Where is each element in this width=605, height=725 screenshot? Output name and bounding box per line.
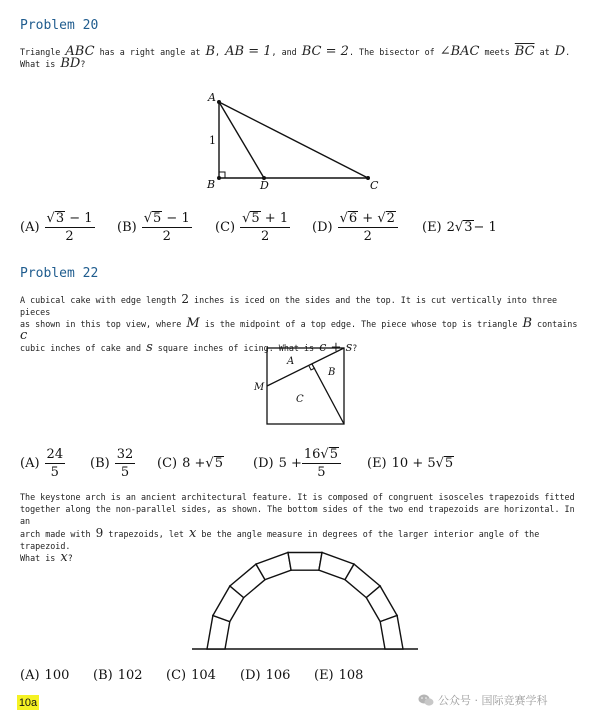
- fraction: √ 6 + √ 2 2: [338, 211, 398, 244]
- label-c: C: [370, 179, 379, 192]
- text-run: Triangle: [20, 47, 61, 57]
- fraction: [115, 447, 136, 480]
- choice-value: 100: [44, 667, 70, 683]
- problem-20-choices: [20, 212, 580, 242]
- problem-22-choices: [20, 448, 580, 478]
- problem-20-heading: Problem 20: [20, 18, 99, 33]
- fraction: √ 3 − 1 2: [46, 210, 93, 244]
- expr-pre: 10 + 5: [391, 455, 436, 471]
- label-side-1: 1: [209, 134, 216, 147]
- expr-post: − 1: [473, 219, 497, 235]
- math-b: B: [205, 44, 216, 59]
- choice-e[interactable]: (E) 2 √ 3 − 1: [422, 219, 497, 235]
- denominator: 2: [260, 228, 270, 244]
- problem-20-text: [20, 46, 580, 70]
- choice-d[interactable]: [240, 660, 290, 690]
- text-run: be the angle measure in degrees of the larger interior angle of the trapezoid.: [20, 529, 540, 551]
- choice-c[interactable]: [215, 212, 290, 242]
- choice-label: (E): [367, 455, 387, 471]
- text-run: arch made with: [20, 529, 91, 539]
- math-bc-eq: BC = 2: [301, 44, 349, 59]
- numerator-rest: − 1: [162, 210, 190, 226]
- choice-label: (C): [166, 667, 187, 683]
- choice-d[interactable]: [312, 212, 398, 242]
- numerator: 32: [116, 446, 134, 462]
- wechat-icon: [418, 693, 434, 707]
- cake-figure: [250, 344, 350, 426]
- point-a: [217, 100, 221, 104]
- text-run: ,: [215, 47, 221, 57]
- text-run: . The bisector of: [348, 47, 435, 57]
- radicand: 5: [153, 210, 162, 226]
- math-x: x: [189, 526, 197, 541]
- numerator-op: +: [358, 210, 378, 226]
- radicand: 2: [386, 210, 395, 226]
- radicand: 5: [444, 455, 454, 471]
- arch-figure: [190, 550, 420, 655]
- label-c: C: [296, 394, 304, 405]
- text-run: ?: [352, 343, 358, 353]
- label-a: A: [208, 91, 216, 104]
- text-run: at: [539, 47, 550, 57]
- triangle-figure: [200, 88, 390, 193]
- choice-a[interactable]: [20, 212, 95, 242]
- text-run: as shown in this top view, where: [20, 319, 182, 329]
- math-two: 2: [181, 292, 189, 306]
- math-d: D: [554, 44, 566, 59]
- denominator: 2: [363, 228, 372, 244]
- math-ab-eq: AB = 1: [225, 44, 272, 59]
- arch-trapezoid: [288, 553, 322, 571]
- fraction: √ 5 − 1 2: [143, 210, 190, 244]
- numerator-rest: − 1: [65, 210, 93, 226]
- denominator: 2: [162, 228, 171, 244]
- choice-label: (E): [422, 219, 442, 235]
- choice-label: (B): [93, 667, 113, 683]
- choice-d[interactable]: [253, 448, 341, 478]
- choice-c[interactable]: (C) 8 + √ 5: [157, 455, 223, 471]
- text-run: trapezoids, let: [108, 529, 184, 539]
- choice-label: (C): [215, 219, 236, 235]
- math-x: x: [60, 550, 68, 565]
- point-b: [217, 176, 221, 180]
- text-run: meets: [484, 47, 510, 57]
- choice-label: (D): [312, 219, 333, 235]
- text-run: has a right angle at: [99, 47, 201, 57]
- denominator: 2: [65, 228, 74, 244]
- text-run: inches is iced on the sides and the top. It is cut vertically into three pieces: [20, 295, 558, 317]
- denominator: 5: [50, 464, 59, 480]
- text-run: ?: [67, 553, 73, 563]
- math-angle: ∠BAC: [439, 44, 480, 59]
- page-tag: 10a: [18, 696, 38, 709]
- cake-square: [267, 348, 344, 424]
- label-b: B: [328, 367, 336, 378]
- choice-b[interactable]: [90, 448, 135, 478]
- choice-label: (D): [240, 667, 261, 683]
- text-run: ?: [80, 59, 86, 69]
- label-d: D: [260, 179, 269, 192]
- choice-label: (D): [253, 455, 274, 471]
- expr-pre: 8 +: [182, 455, 206, 471]
- denominator: 5: [317, 464, 326, 480]
- watermark: [418, 690, 548, 710]
- text-run: What is: [20, 553, 56, 563]
- choice-c[interactable]: [166, 660, 216, 690]
- choice-a[interactable]: [20, 660, 69, 690]
- fraction: 16 √ 5 5: [302, 447, 341, 480]
- choice-value: 102: [117, 667, 143, 683]
- text-run: contains: [537, 319, 578, 329]
- radicand: 5: [251, 210, 260, 226]
- text-run: square inches of icing. What is: [157, 343, 315, 353]
- text-run: cubic inches of cake and: [20, 343, 142, 353]
- math-nine: 9: [95, 526, 104, 540]
- radicand: 3: [464, 219, 473, 235]
- math-b: B: [522, 316, 532, 331]
- math-bd: BD: [60, 56, 81, 71]
- expr-pre: 5 +: [278, 455, 302, 471]
- radicand: 5: [214, 455, 223, 471]
- radicand: 3: [55, 210, 65, 226]
- choice-value: 104: [191, 667, 216, 683]
- fraction: √ 5 + 1 2: [242, 210, 289, 244]
- math-abc: ABC: [65, 44, 95, 59]
- choice-label: (A): [20, 455, 40, 471]
- radicand: 6: [348, 210, 358, 226]
- radicand: 5: [329, 446, 338, 462]
- choice-e[interactable]: (E) 10 + 5 √ 5: [367, 455, 454, 471]
- numerator-rest: + 1: [260, 210, 289, 226]
- choice-value: 108: [338, 667, 364, 683]
- math-c: c: [20, 328, 28, 343]
- choice-b[interactable]: [117, 212, 192, 242]
- choice-label: (C): [157, 455, 178, 471]
- math-c-plus-s: c + s: [319, 340, 353, 355]
- choice-value: 106: [265, 667, 291, 683]
- text-run: , and: [271, 47, 297, 57]
- arch-trapezoid: [380, 616, 403, 650]
- text-run: .: [565, 47, 571, 57]
- choice-e[interactable]: [314, 660, 363, 690]
- math-m: M: [186, 316, 200, 331]
- problem-arch-choices: [20, 660, 440, 690]
- problem-22-heading: Problem 22: [20, 266, 99, 281]
- fraction: [45, 447, 66, 480]
- choice-label: (B): [90, 455, 110, 471]
- choice-label: (A): [20, 219, 40, 235]
- numerator-pre: 16: [303, 446, 321, 462]
- numerator: 24: [46, 446, 64, 462]
- choice-label: (A): [20, 667, 40, 683]
- text-run: The keystone arch is an ancient architectural feature. It is composed of congruent isosceles trapezoids fitted: [20, 492, 575, 502]
- choice-b[interactable]: [93, 660, 143, 690]
- math-s: s: [146, 340, 153, 355]
- watermark-text: 公众号 · 国际竞赛学科: [438, 694, 548, 707]
- choice-label: (E): [314, 667, 334, 683]
- text-run: A cubical cake with edge length: [20, 295, 177, 305]
- label-b: B: [207, 178, 216, 191]
- denominator: 5: [120, 464, 130, 480]
- text-run: What is: [20, 59, 56, 69]
- choice-label: (B): [117, 219, 137, 235]
- math-bc-segment: $\overline{BC}$: [514, 44, 535, 59]
- expr-pre: 2: [446, 219, 455, 235]
- text-run: is the midpoint of a top edge. The piece whose top is triangle: [204, 319, 518, 329]
- label-m: M: [254, 382, 265, 393]
- text-run: together along the non-parallel sides, as shown. The bottom sides of the two end trapezoids are horizontal. In an: [20, 504, 575, 526]
- choice-a[interactable]: [20, 448, 65, 478]
- label-a: A: [287, 356, 295, 367]
